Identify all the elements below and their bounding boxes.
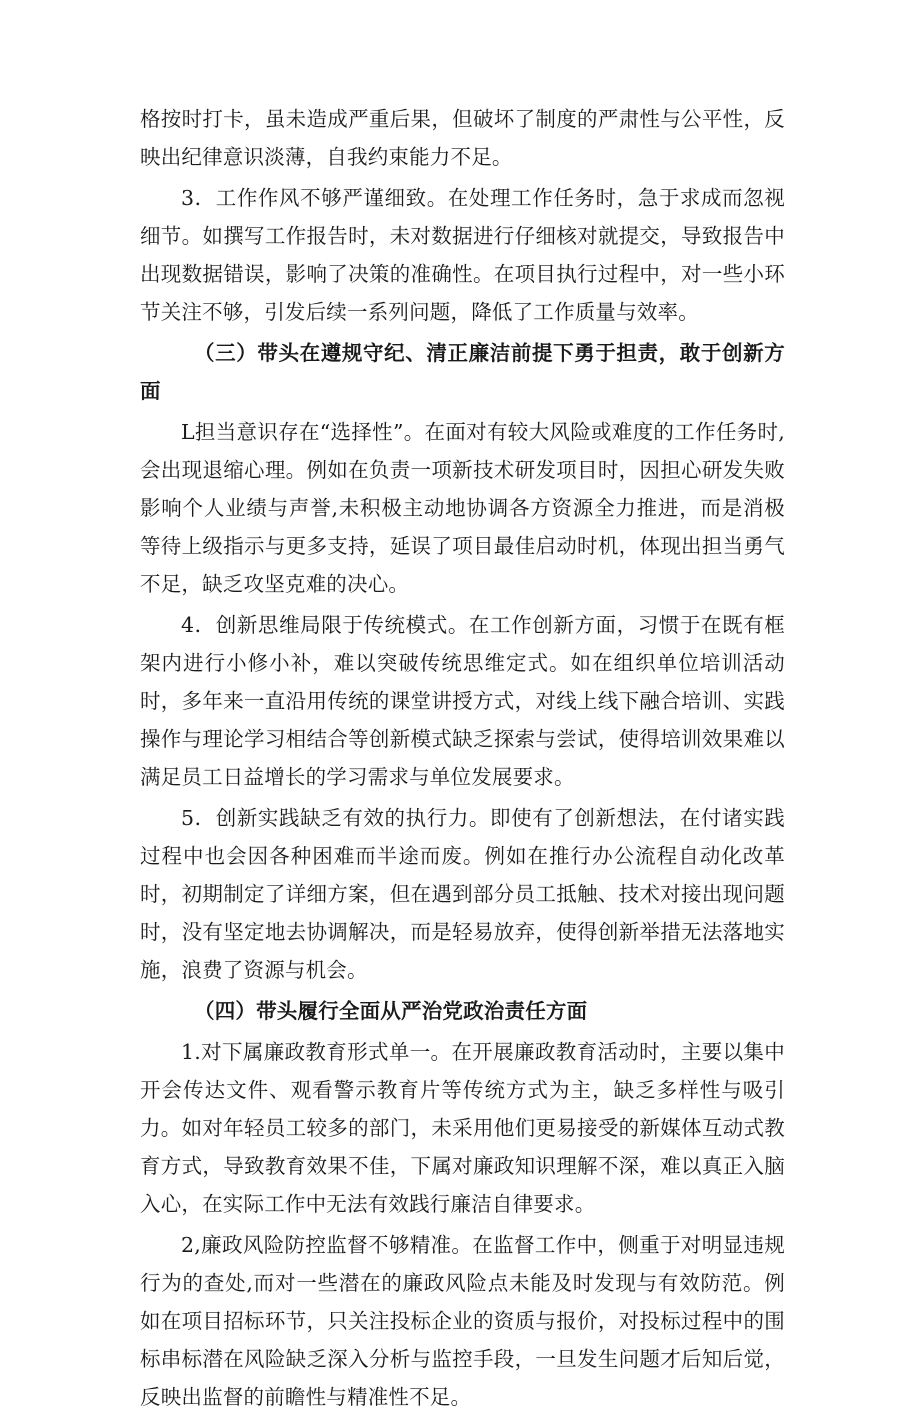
paragraph-item-2: 2,廉政风险防控监督不够精准。在监督工作中，侧重于对明显违规行为的查处,而对一些潜在的廉政风险点未能及时发现与有效防范。例如在项目招标环节，只关注投标企业的资质与报价，对投标过程中的围标串标潜在风险缺乏深入分析与监控手段，一旦发生问题才后知后觉，反映出监督的前瞻性与精准性不足。 — [140, 1233, 785, 1409]
paragraph-item-1b: 1.对下属廉政教育形式单一。在开展廉政教育活动时，主要以集中开会传达文件、观看警示教育片等传统方式为主，缺乏多样性与吸引力。如对年轻员工较多的部门，未采用他们更易接受的新媒体互动式教育方式，导致教育效果不佳，下属对廉政知识理解不深，难以真正入脑入心，在实际工作中无法有效践行廉洁自律要求。 — [140, 1040, 785, 1216]
paragraph-continuation: 格按时打卡，虽未造成严重后果，但破坏了制度的严肃性与公平性，反映出纪律意识淡薄，自我约束能力不足。 — [140, 107, 785, 169]
document-body — [140, 100, 785, 1416]
paragraph-item-5: 5．创新实践缺乏有效的执行力。即使有了创新想法，在付诸实践过程中也会因各种困难而半途而废。例如在推行办公流程自动化改革时，初期制定了详细方案，但在遇到部分员工抵触、技术对接出现问题时，没有坚定地去协调解决，而是轻易放弃，使得创新举措无法落地实施，浪费了资源与机会。 — [140, 806, 785, 982]
section-heading-3: （三）带头在遵规守纪、清正廉洁前提下勇于担责，敢于创新方面 — [140, 341, 785, 403]
paragraph-item-3: 3．工作作风不够严谨细致。在处理工作任务时，急于求成而忽视细节。如撰写工作报告时，未对数据进行仔细核对就提交，导致报告中出现数据错误，影响了决策的准确性。在项目执行过程中，对一些小环节关注不够，引发后续一系列问题，降低了工作质量与效率。 — [140, 186, 785, 324]
paragraph-item-1: L担当意识存在“选择性”。在面对有较大风险或难度的工作任务时,会出现退缩心理。例如在负责一项新技术研发项目时，因担心研发失败影响个人业绩与声誉,未积极主动地协调各方资源全力推进，而是消极等待上级指示与更多支持，延误了项目最佳启动时机，体现出担当勇气不足，缺乏攻坚克难的决心。 — [140, 420, 785, 596]
paragraph-item-4: 4．创新思维局限于传统模式。在工作创新方面，习惯于在既有框架内进行小修小补，难以突破传统思维定式。如在组织单位培训活动时，多年来一直沿用传统的课堂讲授方式，对线上线下融合培训、实践操作与理论学习相结合等创新模式缺乏探索与尝试，使得培训效果难以满足员工日益增长的学习需求与单位发展要求。 — [140, 613, 785, 789]
section-heading-4: （四）带头履行全面从严治党政治责任方面 — [194, 999, 588, 1023]
